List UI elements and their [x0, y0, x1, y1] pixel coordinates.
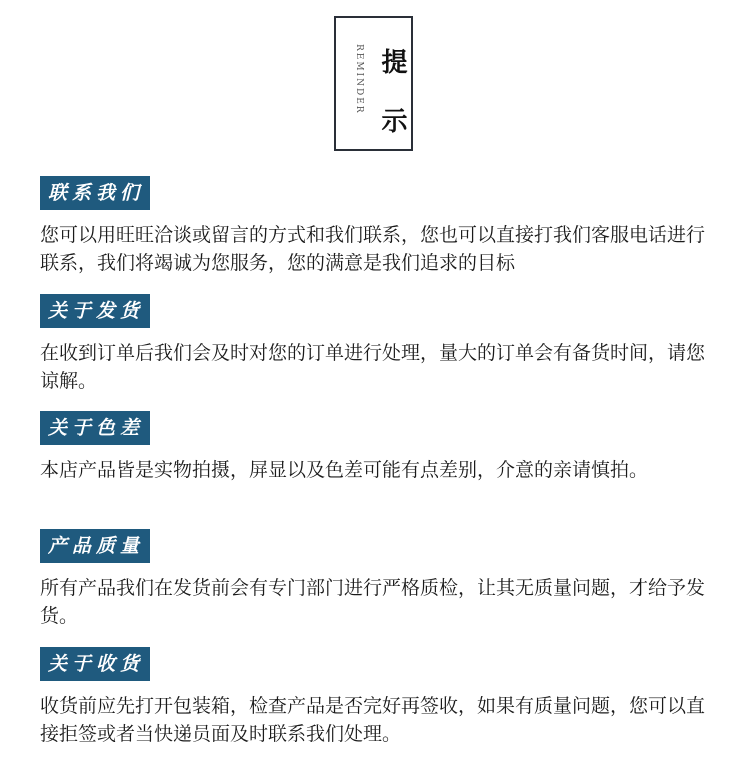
section-contact	[40, 176, 720, 277]
section-heading-quality: 产品质量	[40, 529, 150, 563]
section-heading-contact: 联系我们	[40, 176, 150, 210]
section-body-shipping: 在收到订单后我们会及时对您的订单进行处理，量大的订单会有备货时间，请您谅解。	[40, 342, 706, 392]
section-heading-shipping: 关于发货	[40, 294, 150, 328]
reminder-title-en: REMINDER	[354, 44, 364, 115]
section-color-difference	[40, 411, 720, 484]
reminder-title-zh: 提 示	[377, 48, 407, 146]
section-quality	[40, 529, 720, 630]
section-heading-receiving: 关于收货	[40, 647, 150, 681]
section-receiving	[40, 647, 720, 748]
section-shipping	[40, 294, 720, 395]
section-body-contact: 您可以用旺旺洽谈或留言的方式和我们联系，您也可以直接打我们客服电话进行联系，我们将竭诚为您服务，您的满意是我们追求的目标	[40, 224, 706, 274]
reminder-box	[334, 16, 413, 151]
section-body-receiving: 收货前应先打开包装箱，检查产品是否完好再签收，如果有质量问题，您可以直接拒签或者当快递员面及时联系我们处理。	[40, 695, 706, 745]
section-body-color-difference: 本店产品皆是实物拍摄，屏显以及色差可能有点差别，介意的亲请慎拍。	[40, 459, 649, 481]
section-body-quality: 所有产品我们在发货前会有专门部门进行严格质检，让其无质量问题，才给予发货。	[40, 577, 706, 627]
section-heading-color-difference: 关于色差	[40, 411, 150, 445]
